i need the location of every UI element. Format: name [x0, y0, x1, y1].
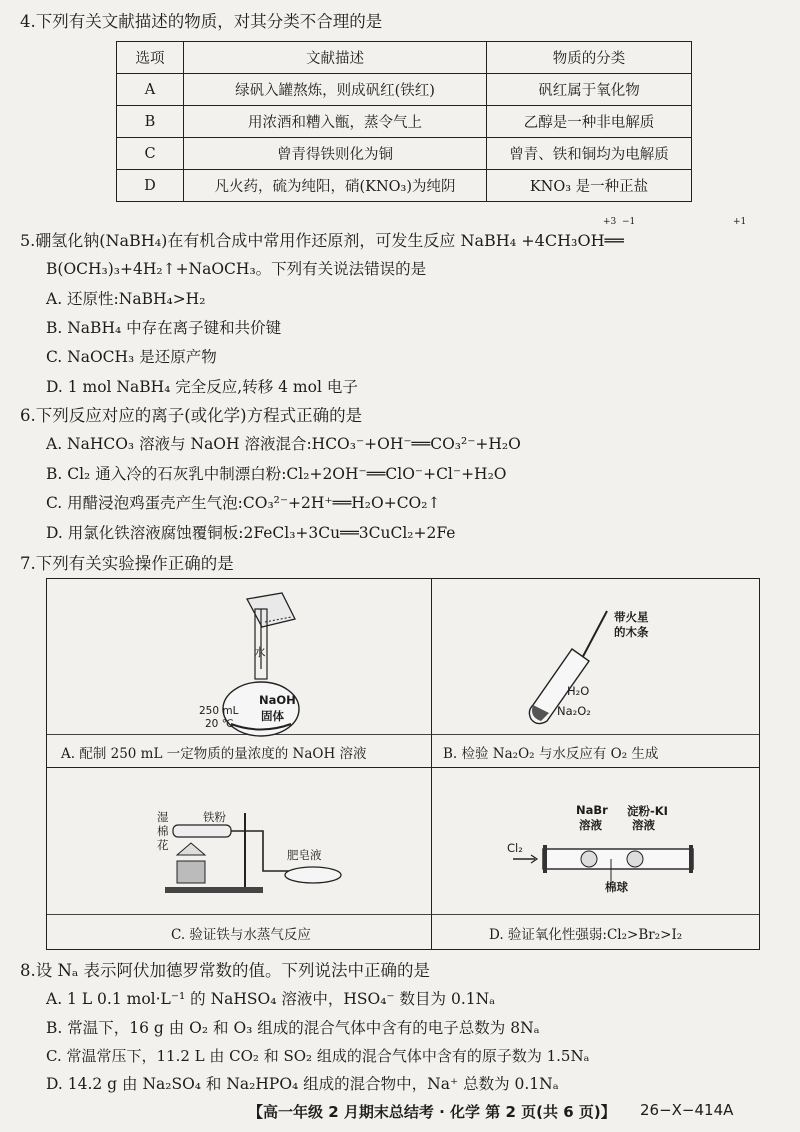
q8-option-c: C. 常温常压下，11.2 L 由 CO₂ 和 SO₂ 组成的混合气体中含有的原子数为 1.5Nₐ — [46, 1047, 590, 1065]
caption-divider — [432, 734, 759, 735]
q5-option-b: B. NaBH₄ 中存在离子键和共价键 — [46, 319, 282, 337]
label-h2o: H₂O — [567, 684, 590, 698]
label-nabr-2: 溶液 — [579, 818, 602, 832]
q5-option-c: C. NaOCH₃ 是还原产物 — [46, 348, 217, 366]
table-cell: 曾青得铁则化为铜 — [184, 138, 487, 170]
label-wet-1: 湿 — [157, 810, 169, 824]
oxidation-state-h2: +1 — [733, 217, 747, 227]
q5-stem-line1: 5.硼氢化钠(NaBH₄)在有机合成中常用作还原剂，可发生反应 NaBH₄ +4CH₃OH══ — [20, 231, 624, 250]
q7-caption-d: D. 验证氧化性强弱:Cl₂>Br₂>I₂ — [489, 927, 683, 943]
q7-stem: 7.下列有关实验操作正确的是 — [20, 554, 234, 573]
table-cell: B — [117, 106, 184, 138]
q8-option-b: B. 常温下，16 g 由 O₂ 和 O₃ 组成的混合气体中含有的电子总数为 8Nₐ — [46, 1019, 540, 1037]
q6-option-a: A. NaHCO₃ 溶液与 NaOH 溶液混合:HCO₃⁻+OH⁻══CO₃²⁻+H₂O — [46, 435, 521, 453]
caption-divider — [47, 914, 431, 915]
q8-stem: 8.设 Nₐ 表示阿伏加德罗常数的值。下列说法中正确的是 — [20, 961, 431, 980]
page-footer: 【高一年级 2 月期末总结考 · 化学 第 2 页(共 6 页)】 — [248, 1103, 616, 1121]
table-row — [117, 74, 692, 106]
table-header-row — [117, 42, 692, 74]
table-cell: 凡火药，硫为纯阳，硝(KNO₃)为纯阴 — [184, 170, 487, 202]
q6-option-d: D. 用氯化铁溶液腐蚀覆铜板:2FeCl₃+3Cu══3CuCl₂+2Fe — [46, 524, 456, 542]
iron-steam-apparatus-illustration — [155, 807, 375, 907]
q5-stem-line2: B(OCH₃)₃+4H₂↑+NaOCH₃。下列有关说法错误的是 — [46, 260, 427, 278]
oxidation-state-b: +3 — [603, 217, 617, 227]
table-cell: D — [117, 170, 184, 202]
table-cell: 用浓酒和糟入甑，蒸令气上 — [184, 106, 487, 138]
q4-stem: 4.下列有关文献描述的物质，对其分类不合理的是 — [20, 12, 383, 31]
label-wet-2: 棉 — [157, 824, 169, 838]
label-nabr-1: NaBr — [576, 803, 608, 817]
label-temperature: 20 ℃ — [205, 718, 234, 730]
table-row — [117, 170, 692, 202]
label-glowing-splint-2: 的木条 — [614, 625, 649, 639]
q4-table — [116, 41, 692, 202]
table-row — [117, 106, 692, 138]
label-starch-ki-1: 淀粉-KI — [627, 804, 668, 818]
q7-caption-b: B. 检验 Na₂O₂ 与水反应有 O₂ 生成 — [443, 746, 659, 762]
table-cell: KNO₃ 是一种正盐 — [487, 170, 692, 202]
label-soap-solution: 肥皂液 — [287, 848, 322, 862]
caption-divider — [432, 914, 759, 915]
label-solid: 固体 — [261, 709, 284, 723]
table-cell: 绿矾入罐熬炼，则成矾红(铁红) — [184, 74, 487, 106]
grid-divider — [431, 579, 432, 949]
header-cell: 文献描述 — [184, 42, 487, 74]
q6-option-b: B. Cl₂ 通入冷的石灰乳中制漂白粉:Cl₂+2OH⁻══ClO⁻+Cl⁻+H₂O — [46, 465, 507, 483]
label-glowing-splint-1: 带火星 — [614, 610, 649, 624]
label-wet-3: 花 — [157, 838, 169, 852]
q7-caption-c: C. 验证铁与水蒸气反应 — [171, 927, 311, 943]
table-cell: 乙醇是一种非电解质 — [487, 106, 692, 138]
label-cotton-ball: 棉球 — [605, 880, 628, 894]
grid-divider — [47, 767, 759, 768]
header-cell: 物质的分类 — [487, 42, 692, 74]
label-na2o2: Na₂O₂ — [557, 704, 591, 718]
label-iron-powder: 铁粉 — [203, 810, 226, 824]
header-cell: 选项 — [117, 42, 184, 74]
table-cell: C — [117, 138, 184, 170]
label-naoh: NaOH — [259, 693, 296, 707]
q8-option-d: D. 14.2 g 由 Na₂SO₄ 和 Na₂HPO₄ 组成的混合物中，Na⁺ 总数为 0.1Nₐ — [46, 1075, 559, 1093]
q5-option-d: D. 1 mol NaBH₄ 完全反应,转移 4 mol 电子 — [46, 378, 358, 396]
oxidation-state-h: −1 — [622, 217, 636, 227]
table-cell: 曾青、铁和铜均为电解质 — [487, 138, 692, 170]
label-flask-volume: 250 mL — [199, 705, 239, 717]
q5-option-a: A. 还原性:NaBH₄>H₂ — [46, 290, 206, 308]
q6-stem: 6.下列反应对应的离子(或化学)方程式正确的是 — [20, 406, 363, 425]
label-cl2: Cl₂ — [507, 841, 523, 855]
q7-caption-a: A. 配制 250 mL 一定物质的量浓度的 NaOH 溶液 — [61, 746, 367, 762]
exam-code: 26−X−414A — [640, 1101, 734, 1119]
q6-option-c: C. 用醋浸泡鸡蛋壳产生气泡:CO₃²⁻+2H⁺══H₂O+CO₂↑ — [46, 494, 441, 512]
label-starch-ki-2: 溶液 — [632, 818, 655, 832]
table-cell: 矾红属于氧化物 — [487, 74, 692, 106]
table-row — [117, 138, 692, 170]
q7-figure-grid — [46, 578, 760, 950]
label-water: 水 — [254, 645, 266, 659]
q8-option-a: A. 1 L 0.1 mol·L⁻¹ 的 NaHSO₄ 溶液中，HSO₄⁻ 数目为 0.1Nₐ — [46, 990, 496, 1008]
table-cell: A — [117, 74, 184, 106]
